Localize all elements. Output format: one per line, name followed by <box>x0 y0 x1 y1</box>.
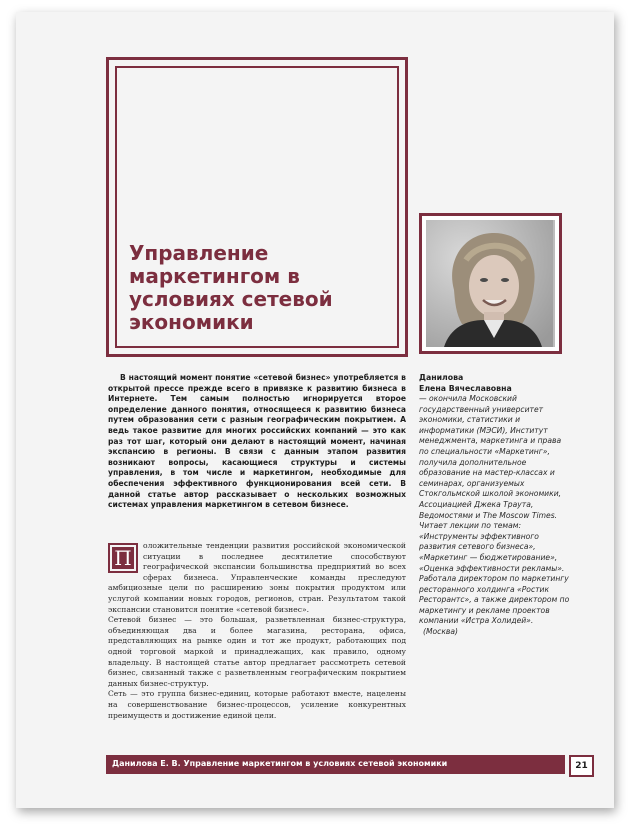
body-paragraph: оложительные тенденции развития российской экономической ситуации в последнее десятилетие способствуют географической экспансии большинства предприятий во всех сферах бизнеса. Управленческие команды преследуют амбициозные цели по расширению зоны покрытия продуктом или услугой компании новых городов, регионов, стран. Результатом такой экспансии становится понятие «сетевой бизнес». <box>108 541 406 614</box>
page-number: 21 <box>575 761 588 771</box>
dropcap <box>108 543 138 573</box>
footer-bar <box>106 755 565 774</box>
author-name <box>419 373 569 394</box>
author-given-names: Елена Вячеславовна <box>419 383 512 393</box>
author-surname: Данилова <box>419 373 464 382</box>
body-paragraph: Сеть — это группа бизнес-единиц, которые работают вместе, нацелены на совершенствование бизнес-процессов, усиление конкурентных преимуществ и достижение единой цели. <box>108 689 406 720</box>
title-frame <box>106 57 408 357</box>
body-paragraph: Сетевой бизнес — это большая, разветвленная бизнес-структура, объединяющая два и более магазина, ресторана, офиса, представляющих на рынке один и тот же продукт, работающих под одной торговой маркой и принадлежащих, как правило, одному владельцу. В настоящей статье автор предлагает рассмотреть сетевой бизнес, связанный также с разветвленным географическим покрытием данных бизнес-структур. <box>108 615 406 688</box>
article-lead: В настоящий момент понятие «сетевой бизнес» употребляется в открытой прессе прежде всего в привязке к развитию бизнеса в Интернете. Тем самым полностью игнорируется второе определение данного понятия, относящееся к развитию бизнеса путем образования сети с разным географическим покрытием. А ведь такое развитие для многих российских компаний — это как раз тот шаг, который они делают в настоящий момент, начиная экспансию в регионы. В связи с данным этапом развития возникают вопросы, касающиеся структуры и системы управления, в том числе и маркетингом, необходимые для обеспечения эффективного функционирования всей сети. В данной статье автор рассказывает о нескольких возможных системах управления маркетингом в сетевом бизнесе. <box>108 373 406 510</box>
author-bio <box>419 394 571 638</box>
magazine-page <box>16 12 614 808</box>
dropcap-letter: П <box>112 547 134 569</box>
page-number-box <box>569 755 594 777</box>
article-title: Управление маркетингом в условиях сетевой экономики <box>129 241 333 334</box>
author-portrait-image <box>426 220 553 347</box>
author-photo-frame <box>419 213 562 354</box>
running-title: Данилова Е. В. Управление маркетингом в условиях сетевой экономики <box>112 759 448 768</box>
article-body <box>108 541 406 721</box>
author-photo <box>426 220 555 347</box>
author-bio-text: — окончила Московский государственный университет экономики, статистики и информатики (МЭСИ), Институт менеджмента, маркетинга и права по специальности «Маркетинг», получила дополнительное образование на мастер-классах и семинарах, организуемых Стокгольмской школой экономики, Ассоциацией Джека Траута, Ведомостями и The Moscow Times. Читает лекции по темам: «Инструменты эффективного развития сетевого бизнеса», «Маркетинг — бюджетирование», «Оценка эффективности рекламы». Работала директором по маркетингу ресторанного холдинга «Ростик Ресторантс», а также директором по маркетингу и рекламе проектов компании «Истра Холидей». <box>419 394 570 626</box>
author-city: (Москва) <box>423 627 459 637</box>
